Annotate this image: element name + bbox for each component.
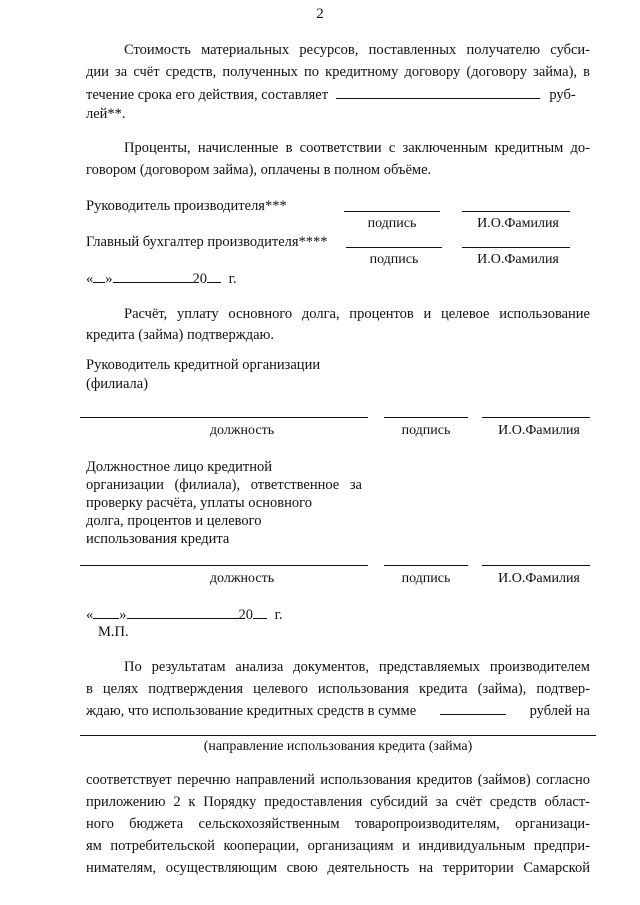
page-number: 2 [316,6,324,22]
credit-org-position-line[interactable] [80,417,368,418]
official-signature-line[interactable] [384,565,468,566]
head-producer-label: Руководитель производителя*** [86,198,287,214]
para4-line1: По результатам анализа документов, представляемых производителем [124,659,590,675]
para1-line3 [86,84,590,105]
date-month-blank-2[interactable] [127,604,239,619]
credit-org-name-caption: И.О.Фамилия [498,423,580,438]
para5-line5: нимателям, осуществляющим свою деятельность на территории Самарской [86,860,590,876]
credit-sum-blank[interactable] [440,700,506,715]
credit-org-name-line[interactable] [482,417,590,418]
para2-line2: говором (договором займа), оплачены в полном объёме. [86,162,432,178]
para3-line1: Расчёт, уплату основного долга, процентов и целевое использование [124,306,590,322]
official-label-line4: долга, процентов и целевого [86,513,262,529]
accountant-signature-caption: подпись [369,252,419,267]
date-year-blank-1[interactable] [207,268,221,283]
stamp-label: М.П. [98,624,129,640]
amount-blank[interactable] [336,84,540,99]
para1-line1: Стоимость материальных ресурсов, поставленных получателю субси- [124,42,590,58]
credit-org-signature-caption: подпись [401,423,451,438]
accountant-name-caption: И.О.Фамилия [477,252,559,267]
para5-line3: ного бюджета сельскохозяйственным товаропроизводителям, организаци- [86,816,590,832]
direction-line[interactable] [80,735,596,736]
para5-line2: приложению 2 к Порядку предоставления субсидий за счёт средств област- [86,794,590,810]
head-name-caption: И.О.Фамилия [477,216,559,231]
official-label-line1: Должностное лицо кредитной [86,459,273,475]
official-label-line2: организации (филиала), ответственное за [86,477,362,493]
head-signature-line[interactable] [344,211,440,212]
credit-org-position-caption: должность [209,423,275,438]
para5-line1: соответствует перечню направлений использования кредитов (займов) согласно [86,772,590,788]
accountant-signature-line[interactable] [346,247,442,248]
head-name-line[interactable] [462,211,570,212]
official-position-caption: должность [209,571,275,586]
credit-org-label-line2: (филиала) [86,376,149,392]
official-position-line[interactable] [80,565,368,566]
official-label-line3: проверку расчёта, уплаты основного [86,495,312,511]
para2-line1: Проценты, начисленные в соответствии с заключенным кредитным до- [124,140,590,156]
accountant-label: Главный бухгалтер производителя**** [86,234,328,250]
para3-line2: кредита (займа) подтверждаю. [86,327,275,343]
para1-line3-start: течение срока его действия, составляет [86,87,329,103]
accountant-name-line[interactable] [462,247,570,248]
date-month-blank-1[interactable] [113,268,193,283]
para1-line4: лей**. [86,106,126,122]
para4-line3 [86,700,590,721]
direction-caption: (направление использования кредита (займа) [203,739,473,754]
date-day-blank-1[interactable] [93,268,105,283]
official-name-caption: И.О.Фамилия [498,571,580,586]
official-signature-caption: подпись [401,571,451,586]
credit-org-signature-line[interactable] [384,417,468,418]
para4-line2: в целях подтверждения целевого использования кредита (займа), подтвер- [86,681,590,697]
para4-line3-end: рублей на [529,703,590,719]
para1-line2: дии за счёт средств, полученных по кредитному договору (договору займа), в [86,64,590,80]
official-name-line[interactable] [482,565,590,566]
head-signature-caption: подпись [367,216,417,231]
para1-line3-end: руб- [549,87,576,103]
para4-line3-start: ждаю, что использование кредитных средств в сумме [86,703,417,719]
credit-org-label-line1: Руководитель кредитной организации [86,357,321,373]
para5-line4: ям потребительской кооперации, организациям и индивидуальным предпри- [86,838,590,854]
official-label-line5: использования кредита [86,531,230,547]
date-year-blank-2[interactable] [253,604,267,619]
date-line-1: « » 20 г. [86,268,237,289]
date-day-blank-2[interactable] [93,604,119,619]
date-line-2: « » 20 г. [86,604,283,625]
